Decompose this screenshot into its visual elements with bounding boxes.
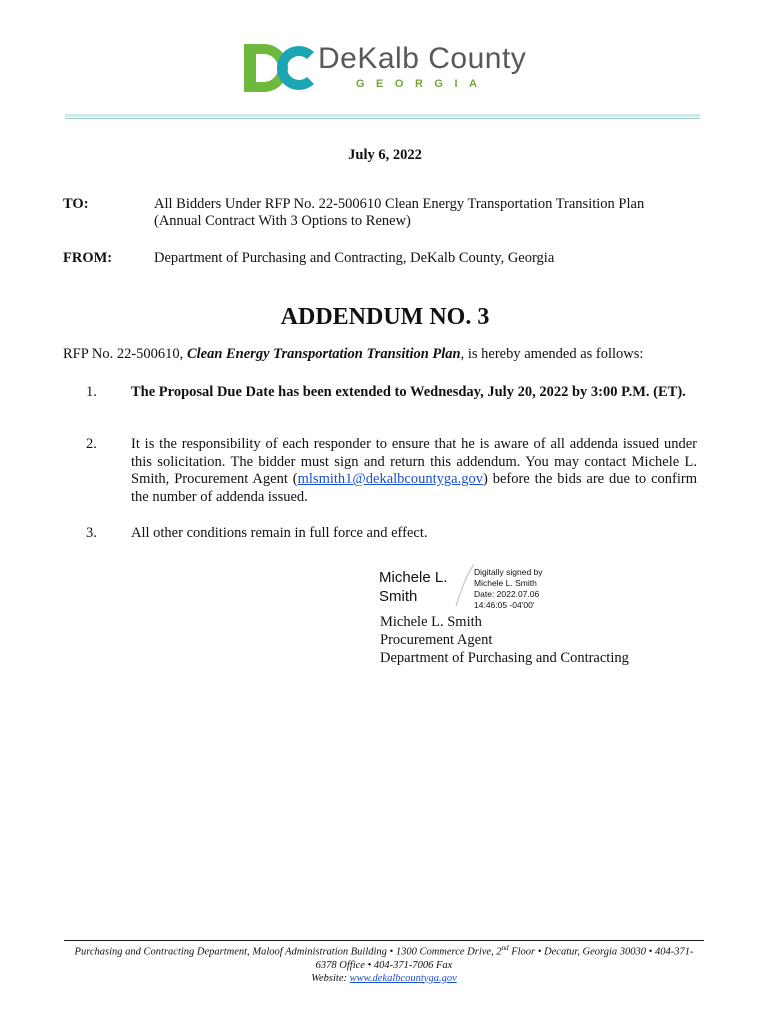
item-2-text [131, 436, 697, 506]
digital-signature-details [474, 567, 543, 611]
item-2-number: 2. [86, 436, 97, 452]
to-value [154, 196, 714, 230]
to-line-1: All Bidders Under RFP No. 22-500610 Clean Energy Transportation Transition Plan [154, 196, 645, 212]
signature-info-4: 14:46:05 -04'00' [474, 600, 535, 610]
logo-name: DeKalb County [318, 42, 527, 75]
footer-phone: 6378 Office • 404-371-7006 Fax [315, 959, 453, 971]
item-1-text: The Proposal Due Date has been extended to Wednesday, July 20, 2022 by 3:00 P.M. (ET). [131, 384, 686, 400]
header-divider-line [65, 118, 700, 119]
digital-signature-name [379, 568, 447, 606]
intro-prefix: RFP No. 22-500610, [63, 346, 187, 362]
signature-info-1: Digitally signed by [474, 567, 543, 577]
signer-block [380, 613, 629, 667]
intro-suffix: , is hereby amended as follows: [460, 346, 644, 362]
to-line-2: (Annual Contract With 3 Options to Renew) [154, 213, 411, 229]
footer-address-sup: nd [501, 944, 509, 952]
footer-website-line [64, 972, 704, 985]
footer [64, 942, 704, 985]
signer-title: Procurement Agent [380, 632, 493, 648]
item-3-number: 3. [86, 525, 97, 541]
footer-website-label: Website: [311, 972, 350, 984]
footer-address-post: Floor • Decatur, Georgia 30030 • 404-371- [508, 946, 694, 958]
footer-website-link[interactable]: www.dekalbcountyga.gov [349, 972, 457, 984]
header-divider [65, 114, 700, 117]
addendum-title: ADDENDUM NO. 3 [280, 304, 490, 330]
footer-divider [64, 940, 704, 941]
from-value: Department of Purchasing and Contracting, DeKalb County, Georgia [154, 250, 555, 266]
item-1-number: 1. [86, 384, 97, 400]
from-label: FROM: [63, 250, 113, 266]
item-2-text-before: It is the responsibility of each responder to ensure that he is aware of all addenda issued under this solicitation. The bidder must sign and return this addendum. You may contact Michele L. Smith, Procurement Agent ( [131, 436, 697, 487]
document-date: July 6, 2022 [348, 147, 422, 163]
footer-address-pre: Purchasing and Contracting Department, Maloof Administration Building • 1300 Commerce Drive, 2 [74, 946, 502, 958]
footer-address [64, 942, 704, 959]
signature-name-line-2: Smith [379, 588, 418, 605]
item-3-text: All other conditions remain in full force and effect. [131, 525, 428, 541]
contact-email-link[interactable]: mlsmith1@dekalbcountyga.gov [297, 471, 483, 487]
to-label: TO: [63, 196, 89, 212]
signer-name: Michele L. Smith [380, 614, 482, 630]
intro-project-name: Clean Energy Transportation Transition Plan [186, 346, 461, 362]
signature-info-2: Michele L. Smith [474, 578, 537, 588]
item-2-text-after: ) before the bids are due to confirm the number of addenda issued. [131, 471, 698, 505]
signature-name-line-1: Michele L. [379, 569, 448, 586]
intro-paragraph [63, 346, 643, 363]
logo-state: GEORGIA [356, 78, 489, 90]
signature-info-3: Date: 2022.07.06 [474, 589, 540, 599]
signer-department: Department of Purchasing and Contracting [380, 650, 629, 666]
